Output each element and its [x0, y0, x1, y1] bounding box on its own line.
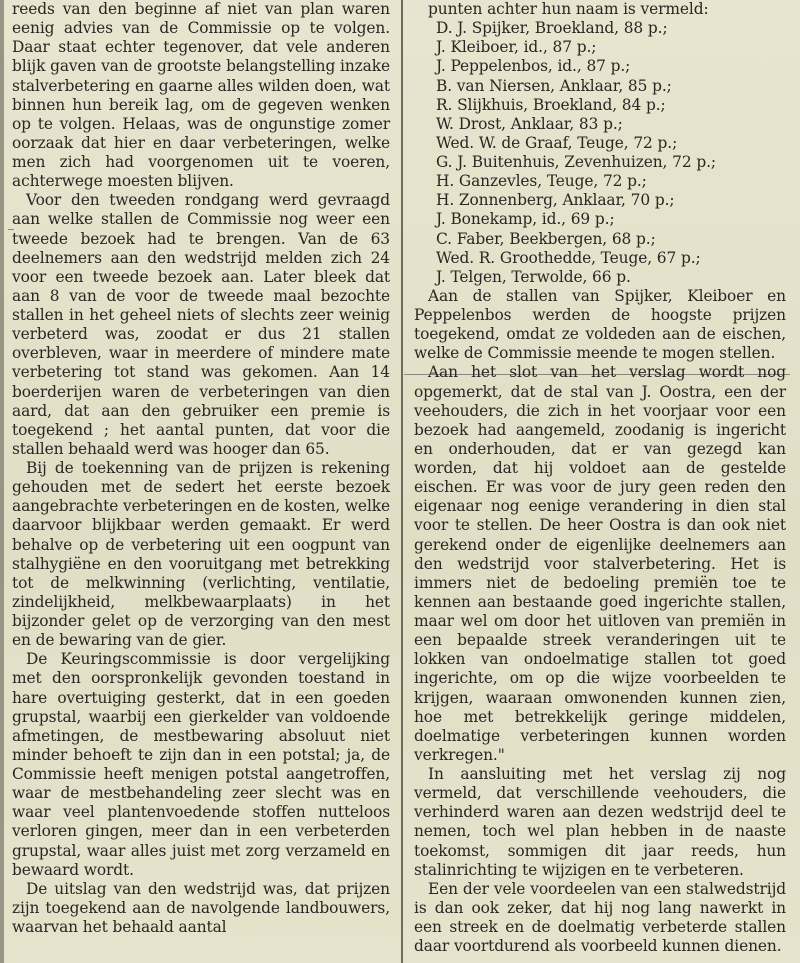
left-paragraph: reeds van den beginne af niet van plan waren eenig advies van de Commissie op te volgen. Daar staat echter tegenover, dat vele anderen blijk gaven van de grootste belangstelling inzake stalverbetering en gaarne alles wilden doen, wat binnen hun bereik lag, om de gegeven wenken op te volgen. Helaas, was de ongunstige zomer oorzaak dat hier en daar verbeteringen, welke men zich had voorgenomen uit te voeren, achterwege moesten blijven.	[12, 0, 390, 191]
winner-entry: G. J. Buitenhuis, Zevenhuizen, 72 p.;	[436, 153, 716, 171]
winner-entry: H. Ganzevles, Teuge, 72 p.;	[436, 172, 647, 191]
winner-entry: R. Slijkhuis, Broekland, 84 p.;	[436, 95, 666, 114]
column-divider	[401, 0, 403, 963]
right-paragraph: Een der vele voordeelen van een stalwedstrijd is dan ook zeker, dat hij nog lang nawerkt in een streek en de doelmatig verbeterde stallen daar voortdurend als voorbeeld kunnen dienen.	[414, 879, 786, 956]
winner-entry: W. Drost, Anklaar, 83 p.;	[436, 114, 623, 133]
winner-entry: C. Faber, Beekbergen, 68 p.;	[436, 229, 656, 248]
winner-entry: D. J. Spijker, Broekland, 88 p.;	[436, 19, 668, 38]
page-edge	[0, 0, 4, 963]
winner-entry: Wed. R. Groothedde, Teuge, 67 p.;	[436, 248, 701, 267]
right-paragraph: Aan de stallen van Spijker, Kleiboer en Peppelenbos werden de hoogste prijzen toegekend, omdat ze voldeden aan de eischen, welke de Commissie meende te mogen stellen.	[414, 286, 786, 363]
winner-entry: B. van Niersen, Anklaar, 85 p.;	[436, 76, 672, 95]
right-column	[414, 0, 786, 956]
left-paragraph: De uitslag van den wedstrijd was, dat prijzen zijn toegekend aan de navolgende landbouwers, waarvan het behaald aantal	[12, 879, 390, 936]
left-paragraph: De Keuringscommissie is door vergelijking met den oorspronkelijk gevonden toestand in hare overtuiging gesterkt, dat in een goeden grupstal, waarbij een gierkelder van voldoende afmetingen, de mestbewaring absoluut niet minder behoeft te zijn dan in een potstal; ja, de Commissie heeft menigen potstal aangetroffen, waar de mestbehandeling zeer slecht was en waar veel plantenvoedende stoffen nutteloos verloren gingen, meer dan in een verbeterden grupstal, waar alles juist met zorg verzameld en bewaard wordt.	[12, 650, 390, 879]
right-paragraph: In aansluiting met het verslag zij nog vermeld, dat verschillende veehouders, die verhinderd waren aan dezen wedstrijd deel te nemen, toch wel plan hebben in de naaste toekomst, sommigen dit jaar reeds, hun stalinrichting te wijzigen en te verbeteren.	[414, 765, 786, 879]
winner-entry: J. Telgen, Terwolde, 66 p.	[436, 267, 631, 286]
winners-intro: punten achter hun naam is vermeld:	[428, 0, 709, 18]
left-column	[12, 0, 390, 937]
winner-entry: Wed. W. de Graaf, Teuge, 72 p.;	[436, 133, 678, 152]
left-paragraph: Bij de toekenning van de prijzen is rekening gehouden met de sedert het eerste bezoek aangebrachte verbeteringen en de kosten, welke daarvoor blijkbaar werden gemaakt. Er werd behalve op de verbetering uit een oogpunt van stalhygiëne en den vooruitgang met betrekking tot de melkwinning (verlichting, ventilatie, zindelijkheid, melkbewaarplaats) in het bijzonder gelet op de verzorging van den mest en de bewaring van de gier.	[12, 459, 390, 650]
left-paragraph: Voor den tweeden rondgang werd gevraagd aan welke stallen de Commissie nog weer een tweede bezoek had te brengen. Van de 63 deelnemers aan den wedstrijd melden zich 24 voor een tweede bezoek aan. Later bleek dat aan 8 van de voor de tweede maal bezochte stallen in het geheel niets of slechts zeer weinig verbeterd was, zoodat er dus 21 stallen overbleven, waar in meerdere of mindere mate verbetering tot stand was gekomen. Aan 14 boerderijen waren de verbeteringen van dien aard, dat aan den gebruiker een premie is toegekend ; het aantal punten, dat voor die stallen behaald werd was hooger dan 65.	[12, 191, 390, 458]
winners-list	[414, 19, 786, 287]
winner-entry: J. Peppelenbos, id., 87 p.;	[436, 57, 631, 76]
winner-entry: H. Zonnenberg, Anklaar, 70 p.;	[436, 191, 675, 210]
winner-entry: J. Kleiboer, id., 87 p.;	[436, 38, 597, 57]
winner-entry: J. Bonekamp, id., 69 p.;	[436, 210, 615, 229]
right-paragraph: Aan het slot van het verslag wordt nog opgemerkt, dat de stal van J. Oostra, een der veehouders, die zich in het voorjaar voor een bezoek had aangemeld, zoodanig is ingericht en onderhouden, dat er van gezegd kan worden, dat hij voldoet aan de gestelde eischen. Er was voor de jury geen reden den eigenaar nog eenige verandering in dien stal voor te stellen. De heer Oostra is dan ook niet gerekend onder de eigenlijke deelnemers aan den wedstrijd voor stalverbetering. Het is immers niet de bedoeling premiën toe te kennen aan bestaande goed ingerichte stallen, maar wel om door het uitloven van premiën in een bepaalde streek veranderingen uit te lokken van ondoelmatige stallen tot goed ingerichte, om op die wijze voorbeelden te krijgen, waaraan omwonenden kunnen zien, hoe met betrekkelijk geringe middelen, doelmatige verbeteringen kunnen worden verkregen."	[414, 363, 786, 764]
